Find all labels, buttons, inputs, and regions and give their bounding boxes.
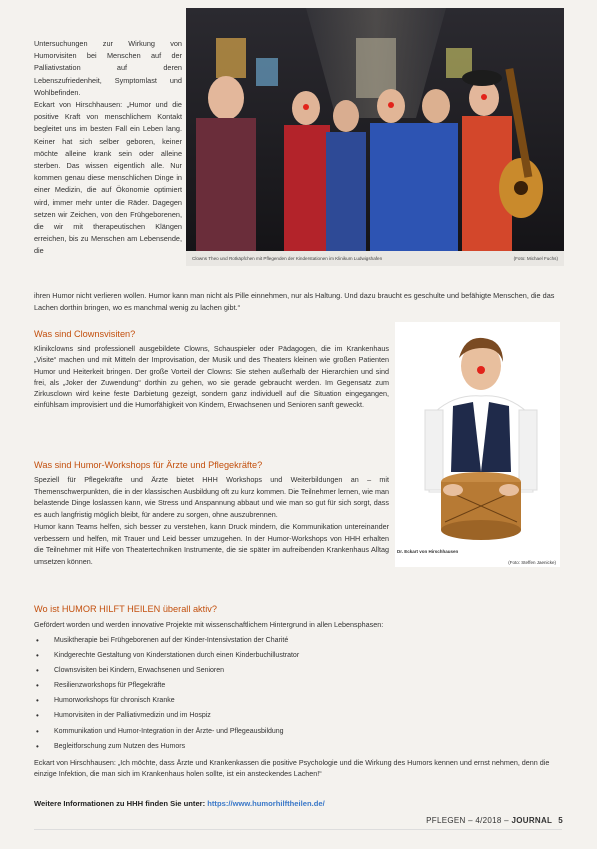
issue-label: PFLEGEN – 4/2018 – xyxy=(426,816,512,825)
footer-divider xyxy=(34,829,562,830)
list-item: • Humorworkshops für chronisch Kranke xyxy=(36,693,556,708)
hhh-website-link[interactable]: https://www.humorhilftheilen.de/ xyxy=(207,799,325,808)
left-column-text xyxy=(34,38,182,258)
intro-paragraph: Untersuchungen zur Wirkung von Humorvisiten bei Menschen auf der Palliativstation auf deren Lebenszufriedenheit, Symptomlast und Wohlbefinden. xyxy=(34,39,182,97)
section-heading-workshops: Was sind Humor-Workshops für Ärzte und Pflegekräfte? xyxy=(34,460,263,470)
list-item: • Kommunikation und Humor-Integration in der Ärzte- und Pflegeausbildung xyxy=(36,724,556,739)
photo1-caption-text: Clowns Theo und Rotkäpfchen mit Pflegenden der Kinderstationen im Klinikum Ludwigshafen xyxy=(192,256,383,261)
list-item: • Clownsvisiten bei Kindern, Erwachsenen und Senioren xyxy=(36,663,556,678)
list-item: • Kindgerechte Gestaltung von Kinderstationen durch einen Kinderbuchillustrator xyxy=(36,648,556,663)
photo1-caption xyxy=(186,251,564,266)
clowns-photo-illustration xyxy=(186,8,564,251)
clowns-group-photo xyxy=(186,8,564,266)
quote-continuation: ihren Humor nicht verlieren wollen. Humor kann man nicht als Pille einnehmen, nur als Haltung. Und dazu braucht es geschulte und befähigte Menschen, die das Lachen dorthin bringen, wo es manchmal wenig zu lachen gibt.“ xyxy=(34,291,555,312)
list-item: • Resilienzworkshops für Pflegekräfte xyxy=(36,678,556,693)
list-item: • Musiktherapie bei Frühgeborenen auf der Kinder-Intensivstation der Charité xyxy=(36,633,556,648)
projects-list xyxy=(36,633,556,754)
more-info-label: Weitere Informationen zu HHH finden Sie unter: xyxy=(34,799,208,808)
hirschhausen-quote-start: Eckart von Hirschhausen: „Humor und die positive Kraft von menschlichem Kontakt begleitet uns im besten Fall ein Leben lang. Keiner hat sich selber geboren, keiner möchte alleine krank sein oder alleine sterben. Das wissen eigentlich alle. Nur kommen genau diese menschlichen Dinge in einer Medizin, die auf Ökonomie optimiert wird, immer mehr unter die Räder. Dagegen setzen wir Zeichen, von den Frühgeborenen, die wir mit therapeutischen Klängen erreichen, bis zu Menschen am Lebensende, die xyxy=(34,100,182,256)
list-item: • Begleitforschung zum Nutzen des Humors xyxy=(36,739,556,754)
hirschhausen-photo xyxy=(395,322,560,567)
photo2-caption: Dr. Eckart von Hirschhausen xyxy=(397,549,459,554)
hhh-intro: Gefördert worden und werden innovative Projekte mit wissenschaftlichem Hintergrund in allen Lebensphasen: xyxy=(34,620,384,629)
closing-quote: Eckart von Hirschhausen: „Ich möchte, dass Ärzte und Krankenkassen die positive Psychologie und die Wirkung des Humors kennen und ernst nehmen, denn die einzige Infektion, die man sich im Krankenhaus holen sollte, ist ein ansteckendes Lachen!“ xyxy=(34,758,550,779)
workshops-paragraph-2: Humor kann Teams helfen, sich besser zu verstehen, kann Druck mindern, die Kommunikation untereinander verbessern und helfen, mit Trauer und Leid besser umzugehen. In der Humor-Workshops von HHH erhalten die Teilnehmer mit Hilfe von Theatertechniken Instrumente, die sie später im aufreibenden Krankenhaus Alltag umsetzen können. xyxy=(34,521,389,566)
page-footer xyxy=(426,816,563,825)
page-number: 5 xyxy=(558,816,563,825)
section-heading-hhh-aktiv: Wo ist HUMOR HILFT HEILEN überall aktiv? xyxy=(34,604,217,614)
more-info xyxy=(34,799,325,808)
workshops-text xyxy=(34,474,389,568)
photo2-credit: (Foto: Steffen Jaenicke) xyxy=(508,560,556,565)
photo1-credit: (Foto: Michael Fuchs) xyxy=(513,256,558,261)
workshops-paragraph-1: Speziell für Pflegekräfte und Ärzte bietet HHH Workshops und Weiterbildungen an – mit Themenschwerpunkten, die in der klassischen Ausbildung oft zu kurz kommen. Die Teilnehmer lernen, wie man belastende Dinge loslassen kann, wie Stress und Anspannung abbaut und wie man so gut für sich sorgt, dass es auch langfristig möglich bleibt, für andere zu sorgen, ohne auszubrennen. xyxy=(34,475,389,520)
clownsvisiten-text: Klinikclowns sind professionell ausgebildete Clowns, Schauspieler oder Pädagogen, die im Krankenhaus „Visite“ machen und mit Mitteln der Improvisation, der Musik und des Theaters kleinen wie großen Patienten Humor und Heiterkeit bringen. Der große Vorteil der Clowns: Sie stehen außerhalb der Hierarchien und sind frei, als „Joker der Zuwendung“ dorthin zu gehen, wo sie gerade gebraucht werden. Im Gegensatz zum Zirkusclown wird keine feste Darbietung gezeigt, sondern ganz individuell auf die Situation eingegangen, einfühlsam improvisiert und die Humorfähigkeit von Kindern, Erwachsenen und Senioren sanft geweckt. xyxy=(34,344,389,410)
list-item: • Humorvisiten in der Palliativmedizin und im Hospiz xyxy=(36,708,556,723)
section-heading-clownsvisiten: Was sind Clownsvisiten? xyxy=(34,329,136,339)
journal-label: JOURNAL xyxy=(511,816,553,825)
hirschhausen-illustration xyxy=(395,322,560,544)
